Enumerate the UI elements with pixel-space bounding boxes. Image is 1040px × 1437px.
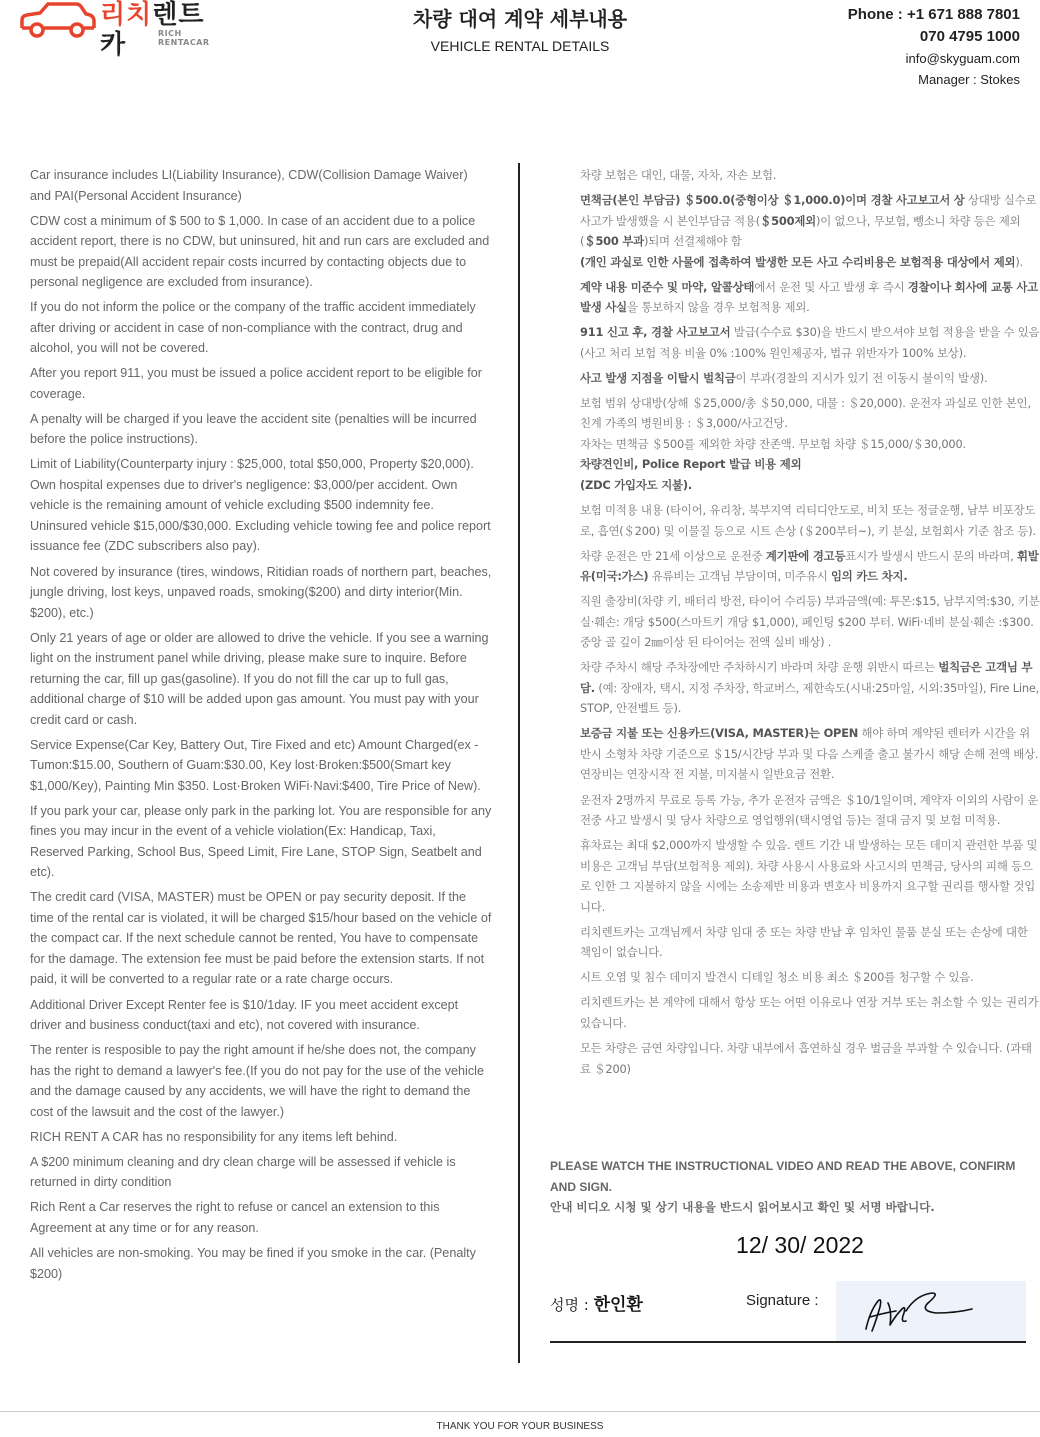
term-ko-5-bold: 사고 발생 지점을 이탈시 벌칙금: [580, 370, 736, 385]
term-ko-17-text: 모든 차량은 금연 차량입니다. 차량 내부에서 흡연하실 경우 벌금을 부과할 수 있습니다. (과태료 ＄200): [580, 1041, 1032, 1076]
term-en-6: Limit of Liability(Counterparty injury : $25,000, total $50,000, Property $20,000). Own hospital expenses due to driver's negligence: $3,000/per accident. Own vehicle is the remaining amount of vehicle excluding $500 indemnity fee. Uninsured vehicle $15,000/$30,000. Excluding vehicle towing fee and police report issuance fee (ZDC subscribers also pay).: [30, 457, 491, 554]
term-ko-11-text: 해야 하며 계약된 렌터카 시간을 위반시 소형차 차량 기준으로 ＄15/시간당 부과 및 다음 스케줄 출고 불가시 해당 손해 전액 배상. 연장비는 연장시작 전 지불, 미지불시 일반요금 전환.: [580, 726, 1039, 782]
term-en-15: A $200 minimum cleaning and dry clean charge will be assessed if vehicle is returned in dirty condition: [30, 1154, 456, 1190]
term-ko-12: [580, 790, 1040, 831]
term-ko-2-text-a: 상대방 실수로 사고가 발생했을 시 본인부담금 적용(: [580, 193, 1037, 228]
term-ko-8-text-c: 유류비는 고객님 부담이며, 미주유시: [648, 569, 831, 584]
term-ko-16: [580, 992, 1040, 1033]
terms-korean: [580, 165, 1040, 1084]
confirmation-notice: [550, 1156, 1030, 1218]
term-ko-8-bold-c: 임의 카드 차지.: [830, 569, 908, 584]
term-ko-9: [580, 591, 1040, 653]
term-ko-17: [580, 1038, 1040, 1079]
term-en-5: A penalty will be charged if you leave the accident site (penalties will be incurred before the police instructions).: [30, 411, 477, 447]
term-ko-10-bold: 벌칙금은 고객님 부담.: [580, 660, 1033, 695]
term-en-17: All vehicles are non-smoking. You may be fined if you smoke in the car. (Penalty $200): [30, 1246, 476, 1281]
contract-date: 12/ 30/ 2022: [736, 1232, 864, 1258]
term-ko-15-text: 시트 오염 및 침수 데미지 발견시 디테일 청소 비용 최소 ＄200를 청구할 수 있음.: [580, 970, 974, 985]
term-ko-10-text-b: (예: 장애자, 택시, 지정 주차장, 학교버스, 제한속도(시내:25마일, 시외:35마일), Fire Line, STOP, 안전벨트 등).: [580, 680, 1040, 716]
term-ko-9-text: 직원 출장비(차량 키, 배터리 방전, 타이어 수리등) 부과금액(예: 투몬:$15, 남부지역:$30, 키분실·훼손: 개당 $500(스마트키 개당 $1,000), 페인팅 $200 부터. WiFi·네비 분실·훼손 :$300. 중앙 골 깊이 2㎜이상 된 타이어는 전액 실비 배상) .: [580, 594, 1040, 650]
term-en-12: Additional Driver Except Renter fee is $10/1day. IF you meet accident except driver and business conduct(taxi and etc), not covered with insurance.: [30, 997, 459, 1033]
term-ko-8-bold-a: 계기판에 경고등: [765, 548, 846, 563]
confirmation-notice-korean: 안내 비디오 시청 및 상기 내용을 반드시 읽어보시고 확인 및 서명 바랍니다.: [550, 1200, 935, 1214]
term-ko-6-text-a: 보험 범위 상대방(상해 ＄25,000/총 ＄50,000, 대물 : ＄20,000). 운전자 과실로 인한 본인, 친계 가족의 병원비용 : ＄3,000/사고건당.: [580, 395, 1031, 431]
term-ko-2-bold-b: ＄500제외: [759, 213, 816, 228]
term-ko-2-text-c: )되며 선결제해야 함: [644, 234, 742, 249]
term-ko-8: [580, 546, 1040, 587]
term-ko-6-text-b: 자차는 면책금 ＄500를 제외한 차량 잔존액. 무보험 차량 ＄15,000/＄30,000.: [580, 436, 966, 451]
term-ko-13-text: 휴차료는 최대 $2,000까지 발생할 수 있음. 렌트 기간 내 발생하는 모든 데미지 관련한 부품 및 비용은 고객님 부담(보험적용 제외). 차량 사용시 사용료와 사고시의 면책금, 당사의 피해 등으로 인한 그 지불하지 않을 시에는 소송제반 비용과 변호사 비용까지 요구할 권리를 행사할 것입니다.: [580, 838, 1038, 914]
term-ko-2-text-b: )이 없으나, 무보험, 뺑소니 차량 등은 제외(: [580, 213, 1021, 249]
renter-name-value: 한인환: [593, 1295, 643, 1315]
term-ko-6-bold-a: 차량견인비, Police Report 발급 비용 제외: [580, 457, 802, 472]
term-en-7: Not covered by insurance (tires, windows, Ritidian roads of northern part, beaches, jungle driving, lost keys, unpaved roads, smoking($200) and dirty interior(Min. $200), etc.): [30, 564, 492, 620]
term-ko-14-text: 리치렌트카는 고객님께서 차량 임대 중 또는 차량 반납 후 임차인 물품 분실 또는 손상에 대한 책임이 없습니다.: [580, 924, 1028, 960]
signature-label: Signature :: [746, 1292, 819, 1309]
handwritten-signature-icon: [836, 1281, 1026, 1341]
term-ko-6-bold-b: (ZDC 가입자도 지불).: [580, 477, 692, 492]
term-ko-16-text: 리치렌트카는 본 계약에 대해서 항상 또는 어떤 이유로나 연장 거부 또는 취소할 수 있는 권리가 있습니다.: [580, 995, 1039, 1030]
logo-wordmark-part1: 리치: [100, 0, 153, 30]
signature-field[interactable]: [836, 1281, 1026, 1341]
term-ko-3-text-b: 을 통보하지 않을 경우 보험적용 제외.: [626, 300, 810, 315]
term-ko-3-bold-a: 계약 내용 미준수 및 마약, 알콜상태: [580, 279, 755, 294]
term-en-8: Only 21 years of age or older are allowed to drive the vehicle. If you see a warning light on the instrument panel while driving, please make sure to inquire. Before returning the car, fill up gas(gasoline). If you do not fill the car up to full gas, additional charge of $10 will be added upon gas amount. You must pay with your credit card or cash.: [30, 630, 489, 727]
term-ko-7-text: 보험 미적용 내용 (타이어, 유리창, 북부지역 리티디안도로, 비치 또는 정글운행, 남부 비포장도로, 흡연(＄200) 및 이물질 등으로 시트 손상 (＄200부터~), 키 분실, 보험회사 기준 참조 등).: [580, 503, 1036, 538]
term-ko-8-text-b: 표시가 발생시 반드시 문의 바라며,: [845, 548, 1018, 563]
term-ko-7: [580, 500, 1040, 541]
term-ko-11-bold: 보증금 지불 또는 신용카드(VISA, MASTER)는 OPEN: [580, 726, 859, 741]
term-en-1: Car insurance includes LI(Liability Insurance), CDW(Collision Damage Waiver) and PAI(Personal Accident Insurance): [30, 168, 468, 203]
renter-name: [550, 1290, 643, 1315]
renter-name-label: 성명 :: [550, 1296, 594, 1314]
term-en-11: The credit card (VISA, MASTER) must be OPEN or pay security deposit. If the time of the rental car is violated, it will be charged $15/hour based on the vehicle of the compact car. If the next schedule cannot be rented, You have to compensate for the damage. The extension fee must be paid before the extension starts. If not paid, it will be converted to a regular rate or a rate charge occurs.: [30, 890, 492, 987]
term-ko-8-text-a: 차량 운전은 만 21세 이상으로 운전중: [580, 548, 766, 563]
term-en-3: If you do not inform the police or the company of the traffic accident immediately after driving or accident in case of non-compliance with the contract, drug and alcohol, you will not be covered.: [30, 300, 476, 356]
signature-underline: [550, 1341, 1026, 1343]
manager-name: Manager : Stokes: [918, 72, 1020, 87]
term-ko-11: [580, 723, 1040, 785]
term-ko-2-bold-a: 면책금(본인 부담금) ＄500.0(중형이상 ＄1,000.0)이며 경찰 사고보고서 상: [580, 193, 965, 208]
term-ko-1: [580, 165, 1040, 186]
term-en-4: After you report 911, you must be issued a police accident report to be eligible for coverage.: [30, 366, 482, 401]
confirmation-notice-english: PLEASE WATCH THE INSTRUCTIONAL VIDEO AND READ THE ABOVE, CONFIRM AND SIGN.: [550, 1159, 1016, 1194]
term-ko-12-text: 운전자 2명까지 무료로 등록 가능, 추가 운전자 금액은 ＄10/1일이며, 계약자 이외의 사람이 운전중 사고 발생시 및 당사 차량으로 영업행위(택시영업 등)는 절대 금지 및 보험 미적용.: [580, 792, 1039, 828]
term-ko-10: [580, 657, 1040, 719]
term-ko-4-text: 발급(수수료 $30)을 반드시 받으셔야 보험 적용을 받을 수 있음(사고 처리 보험 적용 비율 0% :100% 원인제공자, 법규 위반자가 100% 보상).: [580, 325, 1040, 360]
term-ko-2-text-d: ).: [1015, 254, 1024, 269]
term-ko-4-bold: 911 신고 후, 경찰 사고보고서: [580, 325, 731, 340]
term-ko-1-text: 차량 보험은 대인, 대물, 자차, 자손 보험.: [580, 168, 777, 182]
footer-text: THANK YOU FOR YOUR BUSINESS: [436, 1421, 604, 1432]
term-ko-3-bold-b: 경찰이나 회사에 교통 사고 발생 사실: [580, 279, 1038, 315]
column-divider: [518, 163, 520, 1363]
term-ko-4: [580, 322, 1040, 363]
term-ko-15: [580, 967, 1040, 988]
term-ko-8-bold-b: 휘발유(미국:가스): [580, 548, 1039, 584]
term-en-14: RICH RENT A CAR has no responsibility for any items left behind.: [30, 1129, 398, 1144]
term-ko-5-text: 이 부과(경찰의 지시가 있기 전 이동시 불이익 발생).: [735, 370, 988, 385]
term-en-10: If you park your car, please only park in the parking lot. You are responsible for any fines you may incur in the event of a vehicle violation(Ex: Handicap, Taxi, Reserved Parking, School Bus, Speed Limit, Fire Lane, STOP Sign, Seatbelt and etc).: [30, 803, 492, 880]
terms-english: [30, 165, 492, 1289]
page-title-english: VEHICLE RENTAL DETAILS: [430, 38, 610, 54]
footer-divider: [0, 1411, 1040, 1412]
term-ko-3-text-a: 에서 운전 및 사고 발생 후 즉시: [754, 279, 908, 294]
phone-number-korea: 070 4795 1000: [919, 28, 1020, 45]
term-en-9: Service Expense(Car Key, Battery Out, Tire Fixed and etc) Amount Charged(ex - Tumon:$15.00, Southern of Guam:$30.00, Key lost·Broken:$500(Smart key $1,000/Key), Painting Min $350. Lost·Broken WiFi·Navi:$400, Tire Price of New).: [30, 737, 481, 793]
term-ko-3: [580, 277, 1040, 318]
term-ko-2-bold-c: ＄500 부과: [584, 234, 644, 249]
term-ko-13: [580, 835, 1040, 917]
email-address: info@skyguam.com: [905, 51, 1020, 66]
page-title-korean: 차량 대여 계약 세부내용: [412, 7, 628, 31]
term-ko-10-text-a: 차량 주차시 해당 주차장에만 주차하시기 바라며 차량 운행 위반시 따르는: [580, 660, 939, 675]
logo-wordmark-part2: 렌트카: [100, 0, 205, 60]
phone-number: Phone : +1 671 888 7801: [847, 6, 1020, 23]
term-ko-2: [580, 190, 1040, 272]
term-en-2: CDW cost a minimum of $ 500 to $ 1,000. In case of an accident due to a police accident report, there is no CDW, but uninsured, hit and run cars are excluded and must be prepaid(All accident repair costs incurred by contacting objects due to personal negligence are excluded from insurance).: [30, 213, 490, 290]
term-en-16: Rich Rent a Car reserves the right to refuse or cancel an extension to this Agreement at any time or for any reason.: [30, 1200, 440, 1235]
term-en-13: The renter is resposible to pay the right amount if he/she does not, the company has the right to demand a lawyer's fee.(If you do not pay for the use of the vehicle and the damage caused by any accidents, we will have the right to demand the cost of the lawsuit and the cost of the lawyer.): [30, 1043, 484, 1119]
logo-subtitle: RICH RENTACAR: [158, 29, 210, 47]
contact-info: [848, 4, 1020, 90]
term-ko-6: [580, 393, 1040, 496]
term-ko-14: [580, 922, 1040, 963]
term-ko-5: [580, 368, 1040, 389]
term-ko-2-bold-d: (개인 과실로 인한 사물에 접촉하여 발생한 모든 사고 수리비용은 보험적용 대상에서 제외: [580, 254, 1016, 269]
